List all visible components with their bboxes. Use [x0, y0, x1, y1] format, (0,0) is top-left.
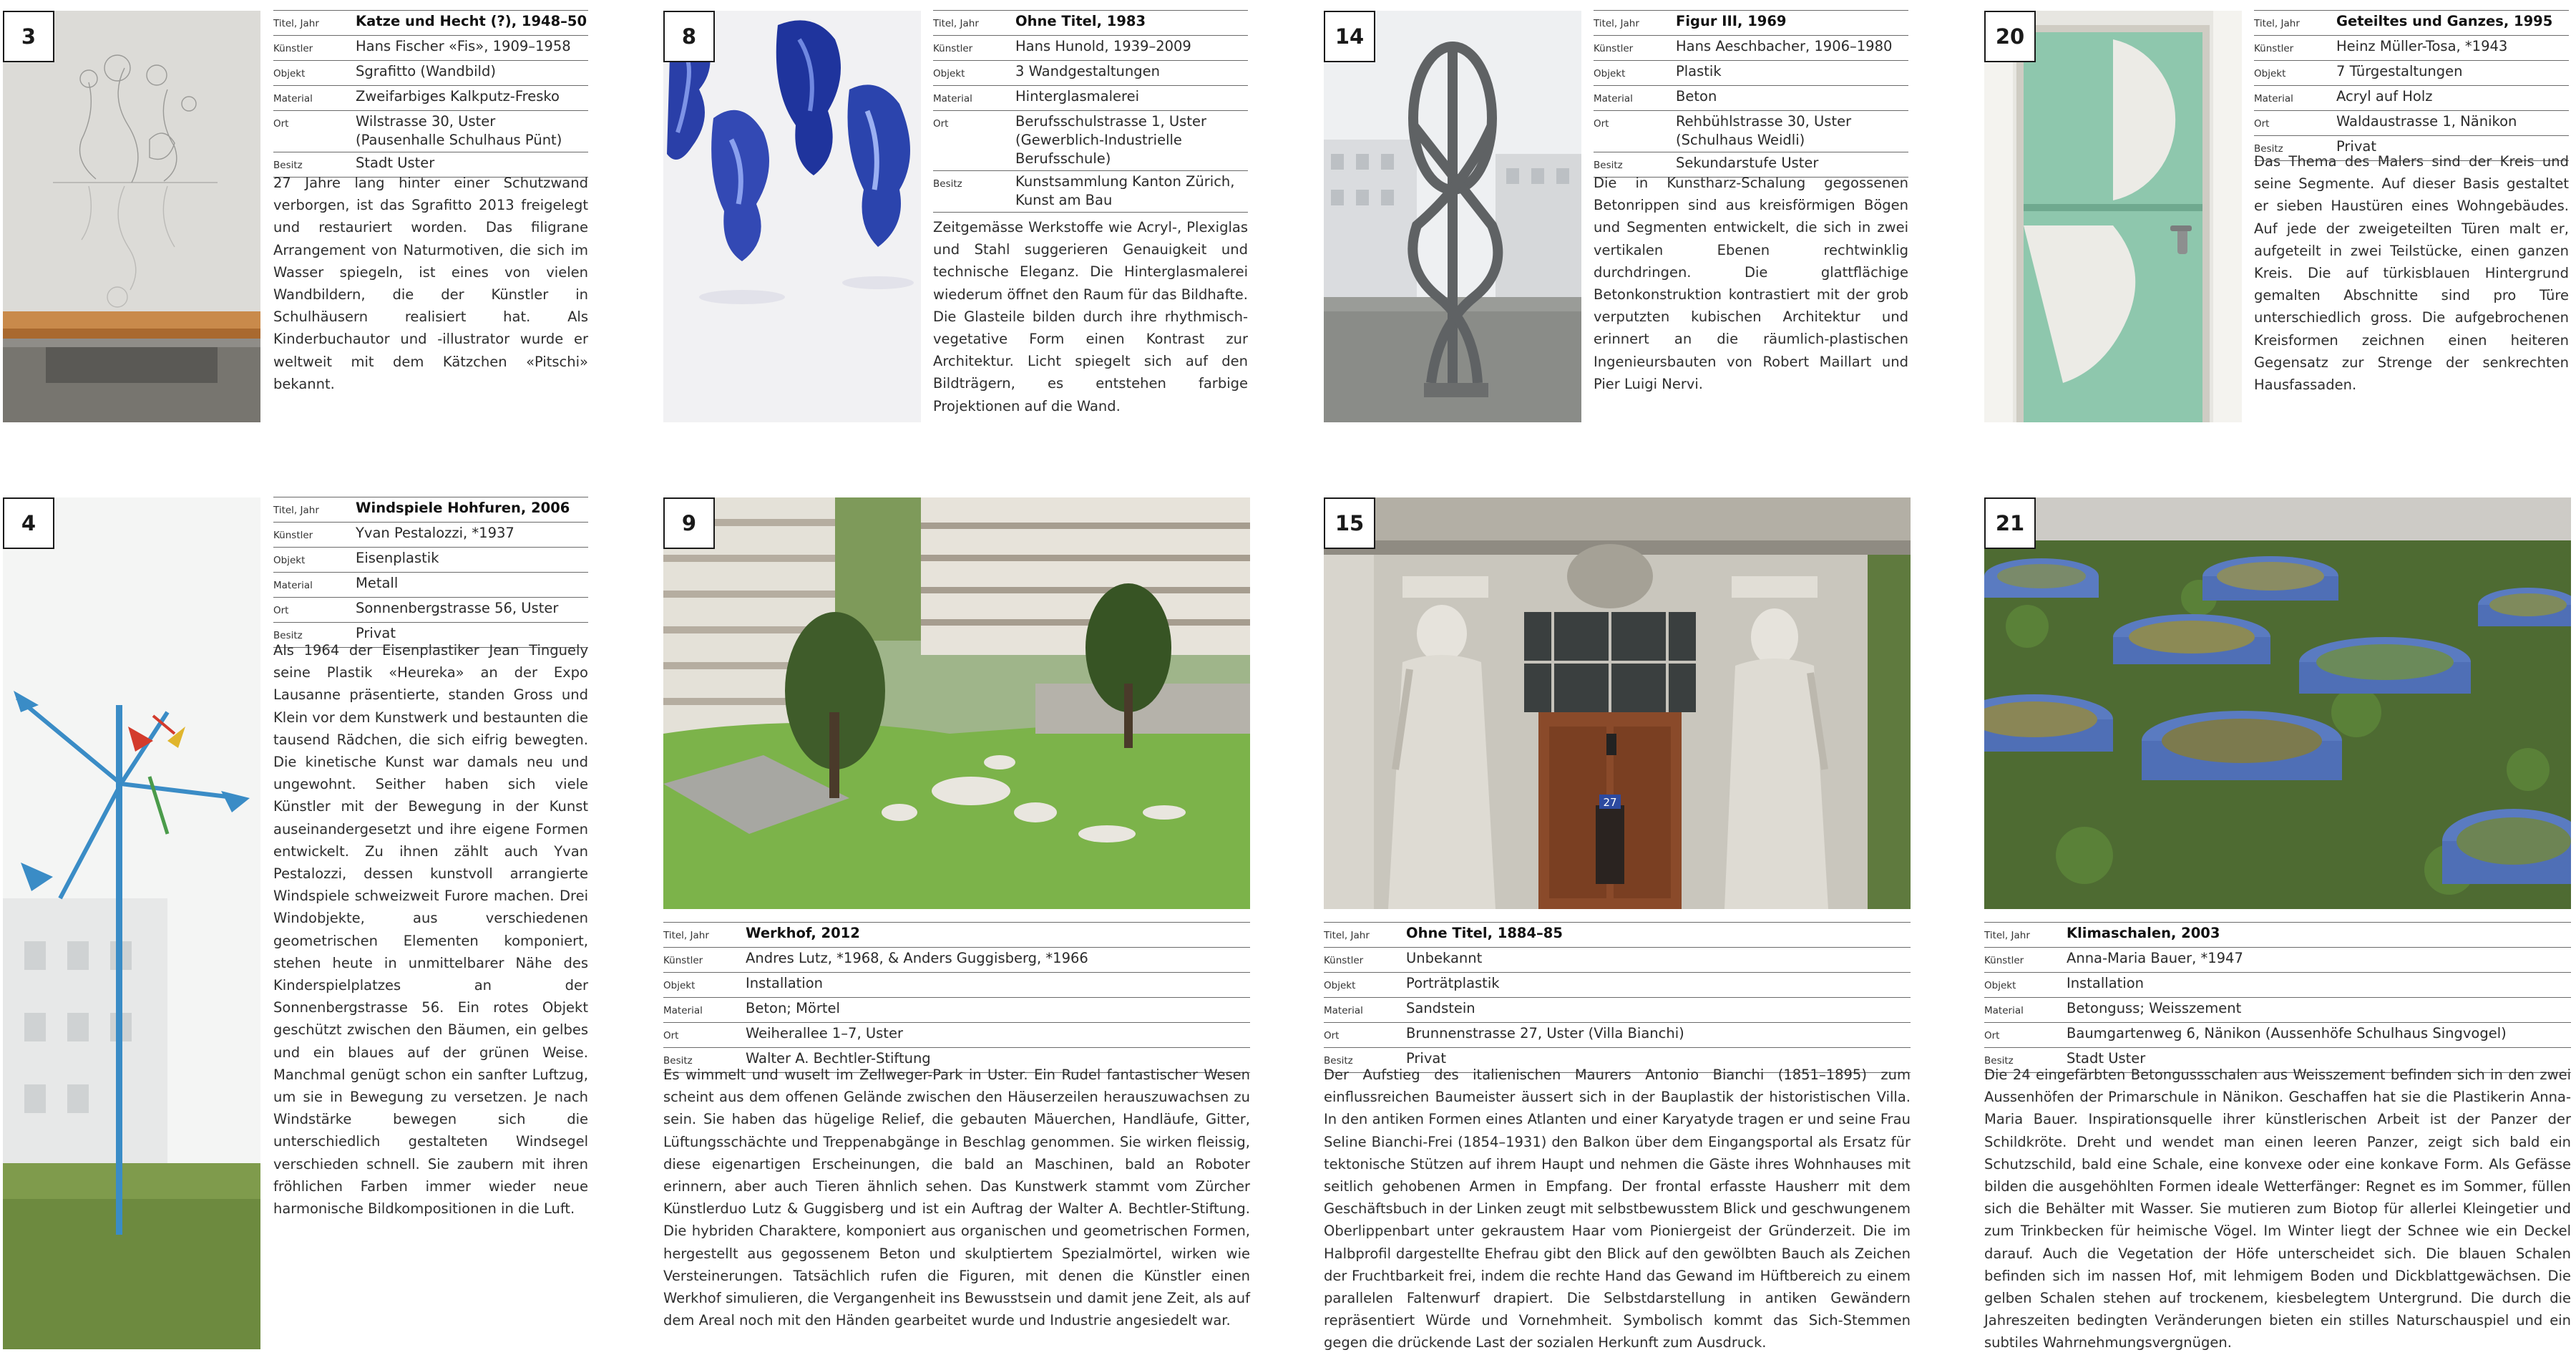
entry-number-badge: 3 — [3, 11, 54, 62]
meta-key: Besitz — [273, 152, 356, 178]
meta-material: Beton; Mörtel — [746, 998, 1250, 1023]
meta-key: Künstler — [1324, 948, 1406, 973]
meta-key: Ort — [1984, 1023, 2067, 1048]
metadata-table — [1324, 922, 1911, 1073]
meta-key: Material — [1324, 998, 1406, 1023]
meta-artist: Hans Hunold, 1939–2009 — [1015, 36, 1248, 61]
meta-key: Material — [663, 998, 746, 1023]
meta-owner: Walter A. Bechtler-Stiftung — [746, 1048, 1250, 1073]
meta-key: Besitz — [2254, 136, 2336, 161]
metadata-table — [933, 10, 1248, 213]
meta-owner: Privat — [2336, 136, 2569, 161]
photo-climate-bowls — [1984, 497, 2571, 909]
meta-key: Objekt — [1594, 61, 1676, 86]
meta-artist: Yvan Pestalozzi, *1937 — [356, 523, 588, 548]
meta-artist: Andres Lutz, *1968, & Anders Guggisberg, *1966 — [746, 948, 1250, 973]
photo-concrete-figure — [1324, 11, 1581, 422]
description-text: Als 1964 der Eisenplastiker Jean Tinguely seine Plastik «Heureka» an der Expo Lausanne präsentierte, standen Gross und Klein vor dem Kunstwerk und bestaunten die tausend Rädchen, die sich eifrig bewegten. Die kinetische Kunst war damals neu und ungewohnt. Seither haben sich viele Künstler mit der Bewegung in der Kunst auseinandergesetzt und ihre eigene Formen entwickelt. Zu ihnen zählt auch Yvan Pestalozzi, dessen kunstvoll arrangierte Windspiele schweizweit Furore machen. Drei Windobjekte, aus verschiedenen geometrischen Elementen komponiert, stehen heute in unmittelbarer Nähe des Kinderspielplatzes an der Sonnenbergstrasse 56. Ein rotes Objekt geschützt zwischen den Bäumen, ein gelbes und ein blaues auf der grünen Weise. Manchmal genügt schon ein sanfter Luftzug, um sie in Bewegung zu versetzen. Je nach Windstärke bewegen sich die unterschiedlich gestalteten Windsegel verschieden schnell. Sie zaubern mit ihren fröhlichen Farben immer wieder neue harmonische Bildkompositionen in die Luft. — [273, 642, 588, 1218]
meta-key: Künstler — [933, 36, 1015, 61]
photo-door — [1984, 11, 2242, 422]
meta-key: Material — [1984, 998, 2067, 1023]
meta-key: Künstler — [2254, 36, 2336, 61]
meta-key: Material — [933, 86, 1015, 111]
meta-object: Installation — [2067, 973, 2571, 998]
meta-key: Besitz — [273, 623, 356, 648]
description-text: Die in Kunstharz-Schalung gegossenen Betonrippen sind aus kreisförmigen Bögen und Segmenten entwickelt, die sich in zwei vertikalen Ebenen rechtwinklig durchdringen. Die glattflächige Betonkonstruktion kontrastiert mit der grob verputzten kubischen Architektur und erinnert an die räumlich-plastischen Ingenieursbauten von Robert Maillart und Pier Luigi Nervi. — [1594, 175, 1908, 392]
meta-location: Wilstrasse 30, Uster (Pausenhalle Schulhaus Pünt) — [356, 111, 588, 152]
meta-key: Ort — [2254, 111, 2336, 136]
entry-number-badge: 9 — [663, 497, 715, 549]
description-text: Der Aufstieg des italienischen Maurers Antonio Bianchi (1851–1895) zum einflussreichen Baumeister äussert sich in der Bauplastik der historistischen Villa. In den antiken Formen eines Atlanten und einer Karyatyde tragen er und seine Frau Seline Bianchi-Frei (1854–1931) den Balkon über dem Eingangsportal als Ersatz für tektonische Stützen auf ihrem Haupt und nehmen die Gäste ihres Wohnhauses mit seitlich gehobenen Armen in Empfang. Der frontal erfasste Hausherr mit dem Geschäftsbuch in der Linken zeugt mit selbstbewusstem Blick und geschwungenem Oberlippenbart unter gekraustem Haar vom Pioniergeist der Gründerzeit. Die im Halbprofil dargestellte Ehefrau gibt den Blick auf den gewölbten Bauch als Zeichen der Fruchtbarkeit frei, indem die rechte Hand das Gewand im Hüftbereich zu einem parallelen Faltenwurf drapiert. Die Selbstdarstellung in antiken Gewändern repräsentiert Würde und Vornehmheit. Symbolisch kommt das Sich-Stemmen gegen die drückende Last der sozialen Herkunft zum Ausdruck. — [1324, 1067, 1911, 1351]
meta-owner: Stadt Uster — [2067, 1048, 2571, 1073]
meta-key: Ort — [273, 111, 356, 152]
description-text: 27 Jahre lang hinter einer Schutzwand verborgen, ist das Sgrafitto 2013 freigelegt und restauriert worden. Das filigrane Arrangement von Naturmotiven, die sich im Wasser spiegeln, ist eines von vielen Wandbildern, die der Künstler in Schulhäusern realisiert hat. Als Kinderbuchautor und -illustrator wurde er weltweit mit dem Kätzchen «Pitschi» bekannt. — [273, 175, 588, 392]
meta-key: Künstler — [1984, 948, 2067, 973]
meta-key: Objekt — [933, 61, 1015, 86]
meta-key: Besitz — [1594, 152, 1676, 178]
meta-artist: Hans Aeschbacher, 1906–1980 — [1676, 36, 1908, 61]
meta-key: Ort — [273, 598, 356, 623]
meta-key: Objekt — [2254, 61, 2336, 86]
metadata-table — [1984, 922, 2571, 1073]
photo-windspiel — [3, 497, 260, 1349]
photo-villa-portal — [1324, 497, 1911, 909]
meta-key: Objekt — [273, 61, 356, 86]
meta-key: Objekt — [1324, 973, 1406, 998]
photo-werkhof — [663, 497, 1250, 909]
meta-title: Katze und Hecht (?), 1948–50 — [356, 11, 588, 36]
meta-key: Titel, Jahr — [273, 497, 356, 523]
meta-key: Titel, Jahr — [273, 11, 356, 36]
meta-key: Besitz — [933, 171, 1015, 213]
meta-key: Künstler — [663, 948, 746, 973]
meta-key: Objekt — [663, 973, 746, 998]
meta-key: Künstler — [1594, 36, 1676, 61]
meta-location: Brunnenstrasse 27, Uster (Villa Bianchi) — [1406, 1023, 1911, 1048]
meta-artist: Heinz Müller-Tosa, *1943 — [2336, 36, 2569, 61]
meta-key: Titel, Jahr — [663, 923, 746, 948]
meta-artist: Hans Fischer «Fis», 1909–1958 — [356, 36, 588, 61]
entry-number-badge: 21 — [1984, 497, 2036, 549]
meta-owner: Privat — [1406, 1048, 1911, 1073]
meta-key: Material — [273, 573, 356, 598]
meta-object: Sgrafitto (Wandbild) — [356, 61, 588, 86]
meta-title: Windspiele Hohfuren, 2006 — [356, 497, 588, 523]
meta-owner: Stadt Uster — [356, 152, 588, 178]
meta-material: Metall — [356, 573, 588, 598]
meta-key: Titel, Jahr — [1594, 11, 1676, 36]
description-text: Zeitgemässe Werkstoffe wie Acryl-, Plexiglas und Stahl suggerieren Genauigkeit und technische Eleganz. Die Hinterglasmalerei wiederum öffnet den Raum für das Bildhafte. Die Glasteile bilden durch ihre rhythmisch-vegetative Form einen Kontrast zur Architektur. Licht spiegelt sich auf den Bildträgern, es entstehen farbige Projektionen auf die Wand. — [933, 219, 1248, 414]
meta-title: Ohne Titel, 1983 — [1015, 11, 1248, 36]
photo-sgrafitto — [3, 11, 260, 422]
meta-object: Eisenplastik — [356, 548, 588, 573]
meta-object: Installation — [746, 973, 1250, 998]
meta-title: Werkhof, 2012 — [746, 923, 1250, 948]
meta-key: Titel, Jahr — [1984, 923, 2067, 948]
description-text: Das Thema des Malers sind der Kreis und seine Segmente. Auf dieser Basis gestaltet er sieben Haustüren eines Wohngebäudes. Auf jede der zweigeteilten Türen malt er, aufgeteilt in zwei Teilstücke, einen ganzen Kreis. Die auf türkisblauen Hintergrund gemalten Abschnitte sind pro Türe unterschiedlich gross. Die aufgebrochenen Kreisformen zeichnen einen heiteren Gegensatz zur Strenge der senkrechten Hausfassaden. — [2254, 153, 2569, 394]
entry-number-badge: 15 — [1324, 497, 1375, 549]
entry-number-badge: 4 — [3, 497, 54, 549]
meta-key: Material — [273, 86, 356, 111]
meta-title: Figur III, 1969 — [1676, 11, 1908, 36]
meta-object: Porträtplastik — [1406, 973, 1911, 998]
meta-key: Ort — [1594, 111, 1676, 152]
metadata-table — [273, 10, 588, 178]
meta-material: Sandstein — [1406, 998, 1911, 1023]
description-text: Es wimmelt und wuselt im Zellweger-Park in Uster. Ein Rudel fantastischer Wesen scheint aus dem offenen Gelände zwischen den Häuserzeilen herauszuwachsen zu sein. Sie haben das hügelige Relief, die gebauten Mäuerchen, Handläufe, Gitter, Lüftungsschächte und Treppenabgänge in Beschlag genommen. Sie wirken fleissig, diese eigenartigen Erscheinungen, die bald an Maschinen, bald an Roboter erinnern, aber auch Tieren ähnlich sehen. Das Kunstwerk stammt vom Zürcher Künstlerduo Lutz & Guggisberg und ist ein Auftrag der Walter A. Bechtler-Stiftung. Die hybriden Charaktere, komponiert aus organischen und geometrischen Formen, hergestellt aus gegossenem Beton und skulptiertem Spezialmörtel, wirken wie Versteinerungen. Tatsächlich rufen die Figuren, mit denen die Künstler einen Werkhof simulieren, die Vergangenheit ins Bewusstsein und damit jene Zeit, als auf dem Areal noch mit den Händen gearbeitet wurde und Industrie angesiedelt war. — [663, 1067, 1250, 1329]
meta-key: Material — [2254, 86, 2336, 111]
meta-owner: Kunstsammlung Kanton Zürich, Kunst am Bau — [1015, 171, 1248, 213]
entry-number-badge: 20 — [1984, 11, 2036, 62]
meta-object: Plastik — [1676, 61, 1908, 86]
meta-key: Besitz — [1324, 1048, 1406, 1073]
meta-object: 3 Wandgestaltungen — [1015, 61, 1248, 86]
meta-owner: Privat — [356, 623, 588, 648]
meta-key: Ort — [663, 1023, 746, 1048]
meta-key: Künstler — [273, 36, 356, 61]
meta-key: Titel, Jahr — [1324, 923, 1406, 948]
meta-key: Material — [1594, 86, 1676, 111]
meta-key: Ort — [933, 111, 1015, 171]
metadata-table — [1594, 10, 1908, 178]
meta-location: Berufsschulstrasse 1, Uster (Gewerblich-Industrielle Berufsschule) — [1015, 111, 1248, 171]
meta-key: Ort — [1324, 1023, 1406, 1048]
meta-location: Sonnenbergstrasse 56, Uster — [356, 598, 588, 623]
meta-key: Objekt — [1984, 973, 2067, 998]
meta-title: Klimaschalen, 2003 — [2067, 923, 2571, 948]
meta-location: Baumgartenweg 6, Nänikon (Aussenhöfe Schulhaus Singvogel) — [2067, 1023, 2571, 1048]
metadata-table — [663, 922, 1250, 1073]
description-text: Die 24 eingefärbten Betongussschalen aus Weisszement befinden sich in den zwei Aussenhöfen der Primarschule in Nänikon. Geschaffen hat sie die Plastikerin Anna-Maria Bauer. Inspirationsquelle ihrer künstlerischen Arbeit ist der Panzer der Schildkröte. Dreht und wendet man einen leeren Panzer, zeigt sich bald ein Schutzschild, bald eine Schale, eine konvexe oder eine konkave Form. Als Gefässe bilden die ausgehöhlten Formen ideale Wetterfänger: Regnet es im Sommer, füllen sich die Behälter mit Wasser. Sie mutieren zum Biotop für allerlei Kleingetier und zum Trinkbecken für heimische Vögel. Im Winter liegt der Schnee wie ein Deckel darauf. Auch die Vegetation der Höfe unterscheidet sich. Die blauen Schalen befinden sich im nassen Hof, mit lehmigem Boden und Dickblattgewächsen. Die gelben Schalen stehen auf trockenem, kiesbelegtem Untergrund. Die durch die Jahreszeiten bedingten Veränderungen bieten ein stilles Naturschauspiel und ein subtiles Wahrnehmungsvergnügen. — [1984, 1067, 2571, 1351]
meta-material: Beton — [1676, 86, 1908, 111]
meta-title: Geteiltes und Ganzes, 1995 — [2336, 11, 2569, 36]
photo-glass-painting — [663, 11, 921, 422]
meta-artist: Unbekannt — [1406, 948, 1911, 973]
meta-key: Besitz — [1984, 1048, 2067, 1073]
meta-key: Künstler — [273, 523, 356, 548]
meta-key: Titel, Jahr — [2254, 11, 2336, 36]
meta-location: Weiherallee 1–7, Uster — [746, 1023, 1250, 1048]
meta-material: Betonguss; Weisszement — [2067, 998, 2571, 1023]
meta-material: Acryl auf Holz — [2336, 86, 2569, 111]
meta-owner: Sekundarstufe Uster — [1676, 152, 1908, 178]
meta-title: Ohne Titel, 1884–85 — [1406, 923, 1911, 948]
metadata-table — [273, 497, 588, 648]
meta-key: Titel, Jahr — [933, 11, 1015, 36]
meta-location: Rehbühlstrasse 30, Uster (Schulhaus Weidli) — [1676, 111, 1908, 152]
metadata-table — [2254, 10, 2569, 161]
meta-location: Waldaustrasse 1, Nänikon — [2336, 111, 2569, 136]
meta-key: Objekt — [273, 548, 356, 573]
meta-artist: Anna-Maria Bauer, *1947 — [2067, 948, 2571, 973]
entry-number-badge: 8 — [663, 11, 715, 62]
meta-material: Zweifarbiges Kalkputz-Fresko — [356, 86, 588, 111]
entry-number-badge: 14 — [1324, 11, 1375, 62]
meta-key: Besitz — [663, 1048, 746, 1073]
meta-material: Hinterglasmalerei — [1015, 86, 1248, 111]
meta-object: 7 Türgestaltungen — [2336, 61, 2569, 86]
house-number-plate: 27 — [1603, 796, 1617, 809]
